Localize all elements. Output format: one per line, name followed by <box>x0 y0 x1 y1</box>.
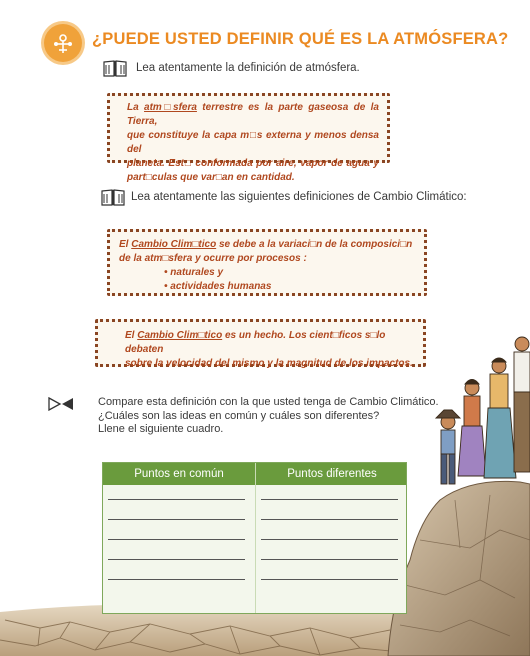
instruction-text: Lea atentamente la definición de atmósfera. <box>136 62 360 74</box>
page-title: ¿PUEDE USTED DEFINIR QUÉ ES LA ATMÓSFERA? <box>92 30 509 48</box>
definition-line: de la atm□sfera y ocurre por procesos : <box>119 253 307 264</box>
activity-line: Compare esta definición con la que usted tenga de Cambio Climático. <box>98 396 439 408</box>
bullet-item: • actividades humanas <box>164 281 272 292</box>
definition-line: que constituye la capa m□s externa y menos densa del <box>127 130 379 155</box>
activity-line: ¿Cuáles son las ideas en común y cuáles son diferentes? <box>98 409 380 422</box>
answer-line[interactable] <box>261 559 398 560</box>
atmosphere-term: atm□sfera <box>144 102 197 113</box>
answer-line[interactable] <box>108 559 245 560</box>
answer-line[interactable] <box>261 499 398 500</box>
column-divider <box>255 463 256 613</box>
answer-line[interactable] <box>261 539 398 540</box>
answer-line[interactable] <box>108 539 245 540</box>
column-header-common: Puntos en común <box>134 468 224 480</box>
bullet-item: • naturales y <box>164 267 224 278</box>
definition-line: sobre la velocidad del mismo y la magnitud de los impactos. <box>125 358 413 369</box>
comparison-table <box>102 462 407 614</box>
answer-line[interactable] <box>108 519 245 520</box>
answer-line[interactable] <box>261 519 398 520</box>
answer-line[interactable] <box>108 579 245 580</box>
definition-line: El Cambio Clim□tico es un hecho. Los cient□ficos s□lo debaten <box>125 330 386 355</box>
definition-line: El Cambio Clim□tico se debe a la variaci□n de la composici□n <box>119 239 413 250</box>
instruction-text: Lea atentamente las siguientes definiciones de Cambio Climático: <box>131 191 467 203</box>
definition-line: planeta. Est□ conformada por aire, vapor de agua y <box>127 158 379 169</box>
activity-line: Llene el siguiente cuadro. <box>98 423 224 435</box>
definition-line: part□culas que var□an en cantidad. <box>127 172 295 183</box>
definition-line: La atm□sfera terrestre es la parte gaseosa de la Tierra, <box>127 102 379 127</box>
climate-change-term: Cambio Clim□tico <box>131 239 217 250</box>
answer-line[interactable] <box>108 499 245 500</box>
answer-line[interactable] <box>261 579 398 580</box>
column-header-different: Puntos diferentes <box>287 468 377 480</box>
climate-change-term: Cambio Clim□tico <box>137 330 223 341</box>
